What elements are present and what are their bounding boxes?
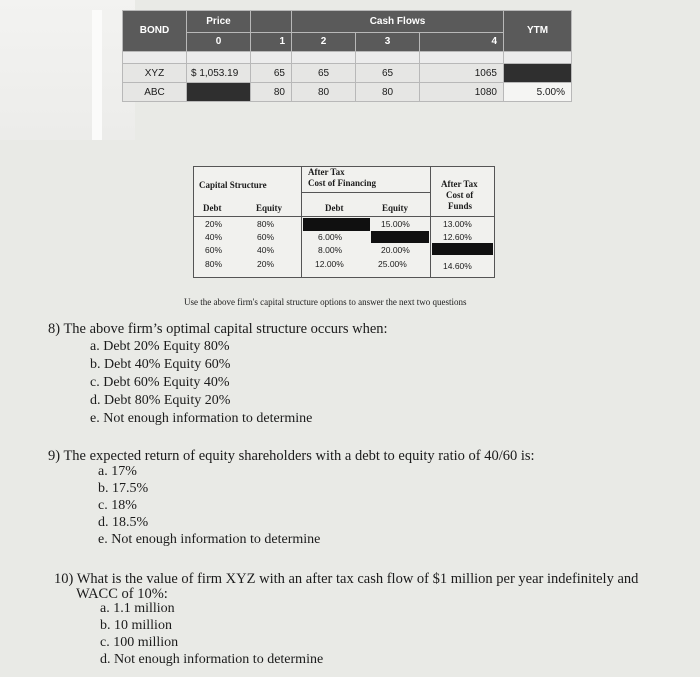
bond-table [122,10,572,102]
cash-flows-header: Cash Flows [292,11,504,33]
cost-equity: 20.00% [381,245,410,255]
funds-title-3: Funds [448,201,473,211]
table-row [123,83,572,102]
cost-debt: 8.00% [318,245,343,255]
q10-option-d: d. Not enough information to determine [100,652,324,667]
debt-col-header: Debt [203,203,222,213]
q8-option-e: e. Not enough information to determine [90,411,313,426]
funds-title-1: After Tax [441,179,478,189]
q8-option-d: d. Debt 80% Equity 20% [90,393,231,408]
debt-pct: 40% [205,232,223,242]
q8-option-c: c. Debt 60% Equity 40% [90,375,230,390]
ytm-header: YTM [504,11,572,52]
bond-name: ABC [123,83,187,102]
q10-option-b: b. 10 million [100,618,172,633]
cash-flow: 65 [356,64,420,83]
paper-edge [0,0,135,140]
cash-flow: 1065 [420,64,504,83]
period-2: 2 [292,32,356,51]
cash-flow: 65 [251,64,292,83]
equity-col-header: Equity [256,203,283,213]
bond-name: XYZ [123,64,187,83]
cost-funds: 14.60% [443,261,472,271]
cost-equity-col-header: Equity [382,203,409,213]
period-0: 0 [187,32,251,51]
table-row [123,64,572,83]
q9-option-e: e. Not enough information to determine [98,532,321,547]
q9-option-d: d. 18.5% [98,515,149,530]
cost-equity: 25.00% [378,259,407,269]
cash-flow: 1080 [420,83,504,102]
question-10-line-2: WACC of 10%: [76,586,168,602]
cost-financing-title: Cost of Financing [308,178,377,188]
question-10-line-1: 10) What is the value of firm XYZ with an after tax cash flow of $1 million per year indefinitely and [54,571,639,587]
question-9: 9) The expected return of equity shareholders with a debt to equity ratio of 40/60 is: [48,448,535,464]
cost-funds: 13.00% [443,219,472,229]
q9-option-a: a. 17% [98,464,137,479]
after-tax-title: After Tax [308,167,345,177]
cost-debt-col-header: Debt [325,203,344,213]
cash-flow: 80 [356,83,420,102]
price-header: Price [187,11,251,33]
q9-option-b: b. 17.5% [98,481,149,496]
equity-pct: 20% [257,259,275,269]
debt-pct: 60% [205,245,223,255]
cash-flow: 65 [292,64,356,83]
ytm-value: 5.00% [504,83,572,102]
cash-flow: 80 [251,83,292,102]
period-4: 4 [420,32,504,51]
bond-price: $ 1,053.19 [187,64,251,83]
funds-title-2: Cost of [446,190,474,200]
cost-debt: 12.00% [315,259,344,269]
period-3: 3 [356,32,420,51]
capital-structure-title: Capital Structure [199,180,267,190]
cost-equity: 15.00% [381,219,410,229]
debt-pct: 20% [205,219,223,229]
equity-pct: 40% [257,245,275,255]
period-1: 1 [251,32,292,51]
bond-header: BOND [123,11,187,52]
paper-margin [92,10,102,140]
cash-flow: 80 [292,83,356,102]
capital-structure-table [193,166,495,278]
cost-funds: 12.60% [443,232,472,242]
q9-option-c: c. 18% [98,498,137,513]
bond-price [187,83,251,102]
debt-pct: 80% [205,259,223,269]
q10-option-c: c. 100 million [100,635,179,650]
q10-option-a: a. 1.1 million [100,601,175,616]
instruction-note: Use the above firm's capital structure options to answer the next two questions [184,297,467,307]
equity-pct: 60% [257,232,275,242]
equity-pct: 80% [257,219,275,229]
q8-option-b: b. Debt 40% Equity 60% [90,357,231,372]
question-8: 8) The above firm’s optimal capital structure occurs when: [48,321,388,337]
q8-option-a: a. Debt 20% Equity 80% [90,339,230,354]
cost-debt: 6.00% [318,232,343,242]
ytm-value [504,64,572,83]
